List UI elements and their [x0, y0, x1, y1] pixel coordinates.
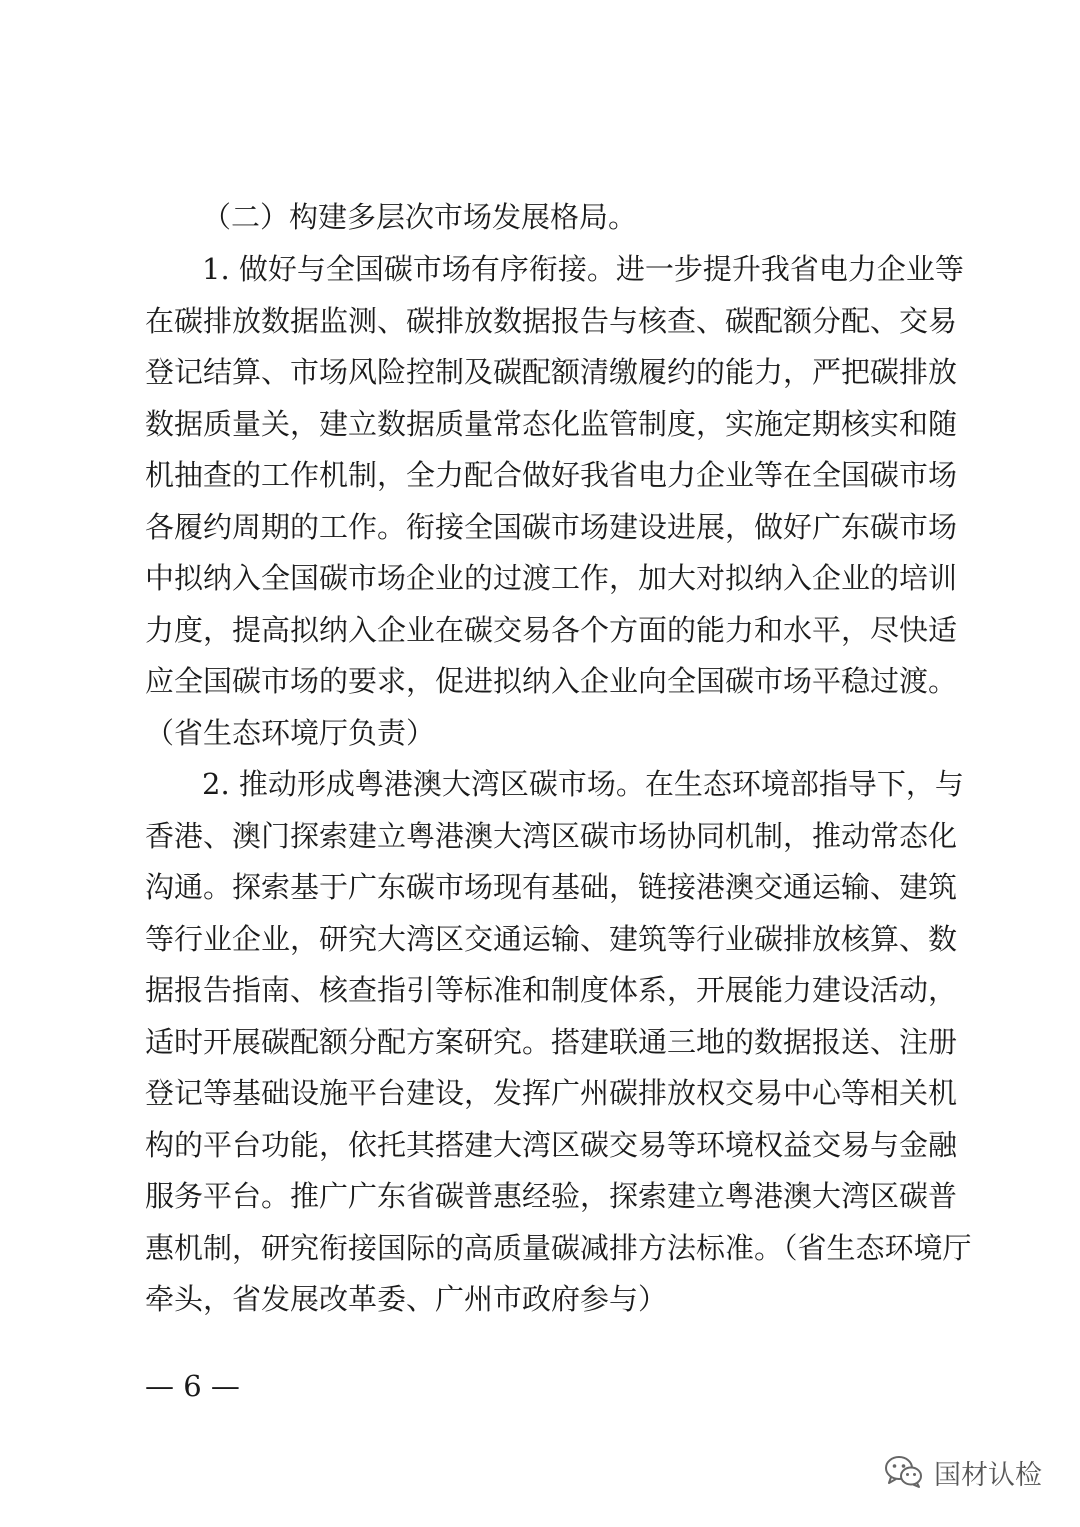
paragraph-1-line: （省生态环境厅负责） [145, 716, 436, 750]
paragraph-1-line: 机抽查的工作机制，全力配合做好我省电力企业等在全国碳市场 [145, 458, 958, 492]
wechat-icon [884, 1455, 924, 1489]
paragraph-1-line: 1. 做好与全国碳市场有序衔接。进一步提升我省电力企业等 [202, 252, 964, 286]
paragraph-1-line: 应全国碳市场的要求，促进拟纳入企业向全国碳市场平稳过渡。 [145, 664, 958, 698]
watermark [884, 1452, 1042, 1492]
paragraph-2-line: 等行业企业，研究大湾区交通运输、建筑等行业碳排放核算、数 [145, 922, 958, 956]
paragraph-1-line: 中拟纳入全国碳市场企业的过渡工作，加大对拟纳入企业的培训 [145, 561, 958, 595]
paragraph-2-line: 沟通。探索基于广东碳市场现有基础，链接港澳交通运输、建筑 [145, 870, 958, 904]
section-heading: （二）构建多层次市场发展格局。 [202, 200, 638, 234]
paragraph-2-line: 惠机制，研究衔接国际的高质量碳减排方法标准。（省生态环境厅 [145, 1231, 972, 1265]
paragraph-1-line: 数据质量关，建立数据质量常态化监管制度，实施定期核实和随 [145, 407, 958, 441]
paragraph-2-line: 服务平台。推广广东省碳普惠经验，探索建立粤港澳大湾区碳普 [145, 1179, 958, 1213]
paragraph-1-line: 登记结算、市场风险控制及碳配额清缴履约的能力，严把碳排放 [145, 355, 958, 389]
watermark-text: 国材认检 [934, 1459, 1042, 1491]
paragraph-2-line: 登记等基础设施平台建设，发挥广州碳排放权交易中心等相关机 [145, 1076, 958, 1110]
paragraph-2-line: 香港、澳门探索建立粤港澳大湾区碳市场协同机制，推动常态化 [145, 819, 958, 853]
paragraph-2-line: 牵头，省发展改革委、广州市政府参与） [145, 1282, 668, 1316]
paragraph-2-line: 据报告指南、核查指引等标准和制度体系，开展能力建设活动， [145, 973, 958, 1007]
paragraph-2-line: 适时开展碳配额分配方案研究。搭建联通三地的数据报送、注册 [145, 1025, 958, 1059]
paragraph-1-line: 在碳排放数据监测、碳排放数据报告与核查、碳配额分配、交易 [145, 304, 958, 338]
paragraph-1-line: 各履约周期的工作。衔接全国碳市场建设进展，做好广东碳市场 [145, 510, 958, 544]
paragraph-2-line: 2. 推动形成粤港澳大湾区碳市场。在生态环境部指导下，与 [202, 767, 964, 801]
page-number: — 6 — [145, 1369, 240, 1403]
paragraph-1-line: 力度，提高拟纳入企业在碳交易各个方面的能力和水平，尽快适 [145, 613, 958, 647]
paragraph-2-line: 构的平台功能，依托其搭建大湾区碳交易等环境权益交易与金融 [145, 1128, 958, 1162]
